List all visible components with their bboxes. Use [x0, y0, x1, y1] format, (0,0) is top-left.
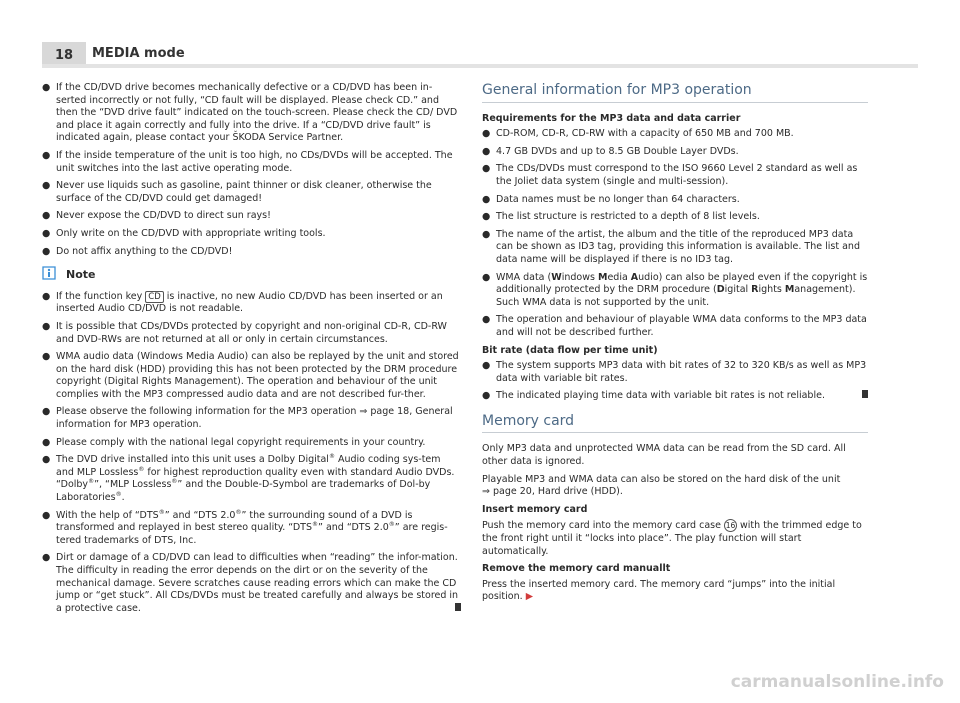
list-item-dts: ● With the help of “DTS®” and “DTS 2.0®” the surrounding sound of a DVD is transformed and replayed in best stereo quality. “DTS®” and “DTS 2.0®” are regis-tered trademarks of DTS, Inc. [42, 508, 448, 546]
list-item-dolby: ● The DVD drive installed into this unit uses a Dolby Digital® Audio coding sys-tem and MLP Lossless® for highest reproduction quality even with standard Audio DVDs. “Dolby®”, “MLP Lossless®” and the Double-D-Symbol are trademarks of Dol-by Laboratories®. [42, 453, 455, 504]
paragraph: Press the inserted memory card. The memory card “jumps” into the initial position. ▶ [482, 578, 836, 603]
page-number: 18 [42, 42, 86, 68]
list-item-text: Please observe the following information for the MP3 operation ⇒ page 18, General information for MP3 operation. [56, 406, 453, 431]
callout-number: 16 [725, 521, 736, 531]
subheading: Remove the memory card manuallt [482, 563, 671, 575]
list-item: ● 4.7 GB DVDs and up to 8.5 GB Double Layer DVDs. [482, 145, 739, 157]
note-title: Note [66, 268, 96, 282]
list-item: ● Only write on the CD/DVD with appropriate writing tools. [42, 227, 326, 239]
subheading: Requirements for the MP3 data and data carrier [482, 112, 741, 124]
note-heading [42, 266, 461, 285]
list-item: ● If the CD/DVD drive becomes mechanically defective or a CD/DVD has been in-serted incorrectly or not fully, “CD fault will be displayed. Please check CD.” and then the “DVD drive fault” indicated on the touch-screen. Please check the CD/ DVD and place it again correctly and fully into the drive. If a “CD/DVD drive fault” is indicated again, please contact your ŠKODA Service Partner. [42, 82, 458, 144]
list-item: ● It is possible that CDs/DVDs protected by copyright and non-original CD-R, CD-RW and DVD-RWs are not returned at all or only in certain circumstances. [42, 320, 447, 345]
paragraph: Playable MP3 and WMA data can also be stored on the hard disk of the unit ⇒ page 20, Hard drive (HDD). [482, 473, 841, 498]
list-item-text: Only write on the CD/DVD with appropriate writing tools. [56, 227, 326, 239]
list-item: ● Never expose the CD/DVD to direct sun rays! [42, 210, 271, 222]
list-item-text: WMA audio data (Windows Media Audio) can also be replayed by the unit and stored on the hard disk (HDD) providing this has not been protected by the DRM procedure copyright (Digital Rights Management). The operation and behaviour of the unit complies with the MP3 compressed audio data and are not described fur-ther. [56, 351, 459, 400]
subheading: Insert memory card [482, 503, 588, 515]
list-item-wma: ● WMA data (Windows Media Audio) can also be played even if the copyright is additionally protected by the DRM procedure (Digital Rights Management). Such WMA data is not supported by the unit. [482, 271, 868, 308]
info-icon [42, 266, 56, 285]
list-item-text: Never use liquids such as gasoline, paint thinner or disk cleaner, otherwise the surface of the CD/DVD could get damaged! [56, 180, 432, 204]
right-column [482, 82, 868, 609]
list-item-text: Please comply with the national legal copyright requirements in your country. [56, 436, 426, 448]
header-rule [42, 64, 918, 68]
paragraph: Only MP3 data and unprotected WMA data can be read from the SD card. All other data is ignored. [482, 443, 846, 468]
left-column [42, 82, 461, 620]
list-item: ● Please comply with the national legal copyright requirements in your country. [42, 436, 426, 448]
list-item: ● If the function key CD is inactive, no new Audio CD/DVD has been inserted or an inserted Audio CD/DVD is not readable. [42, 290, 443, 315]
continue-arrow-icon: ▶ [525, 591, 533, 603]
section-end-marker [862, 390, 868, 398]
section-title-mp3: General information for MP3 operation [482, 84, 868, 103]
list-item: ● The indicated playing time data with variable bit rates is not reliable. [482, 390, 868, 403]
list-item: ● The list structure is restricted to a depth of 8 list levels. [482, 211, 760, 223]
list-item: ● WMA audio data (Windows Media Audio) can also be replayed by the unit and stored on the hard disk (HDD) providing this has not been protected by the DRM procedure copyright (Digital Rights Management). The operation and behaviour of the unit complies with the MP3 compressed audio data and are not described fur-ther. [42, 351, 459, 400]
subheading: Bit rate (data flow per time unit) [482, 344, 658, 356]
page-header [0, 0, 960, 68]
list-item: ● Do not affix anything to the CD/DVD! [42, 245, 233, 257]
list-item-text: It is possible that CDs/DVDs protected by copyright and non-original CD-R, CD-RW and DVD-RWs are not returned at all or only in certain circumstances. [56, 320, 447, 345]
list-item: ● Please observe the following information for the MP3 operation ⇒ page 18, General information for MP3 operation. [42, 406, 453, 431]
list-item: ● CD-ROM, CD-R, CD-RW with a capacity of 650 MB and 700 MB. [482, 128, 794, 140]
watermark: carmanualsonline.info [730, 672, 944, 692]
list-item-text: If the inside temperature of the unit is too high, no CDs/DVDs will be accepted. The unit switches into the last active operating mode. [56, 149, 453, 174]
list-item: ● Never use liquids such as gasoline, paint thinner or disk cleaner, otherwise the surface of the CD/DVD could get damaged! [42, 180, 432, 204]
list-item-text: Do not affix anything to the CD/DVD! [56, 245, 233, 257]
section-label: MEDIA mode [92, 46, 185, 61]
list-item: ● The operation and behaviour of playable WMA data conforms to the MP3 data and will not be described further. [482, 314, 867, 338]
list-item-text: Dirt or damage of a CD/DVD can lead to difficulties when “reading” the infor-mation. The difficulty in reading the error depends on the dirt or on the severity of the mechanical damage. Severe scratches cause reading errors which can make the CD jump or “get stuck”. All CDs/DVDs must be treated carefully and always be stored in a protective case. [56, 552, 459, 614]
cd-key-label: CD [145, 291, 163, 303]
paragraph: Push the memory card into the memory card case 16 with the trimmed edge to the front right until it “locks into place”. The play function will start automatically. [482, 520, 862, 557]
list-item: ● If the inside temperature of the unit is too high, no CDs/DVDs will be accepted. The unit switches into the last active operating mode. [42, 149, 453, 174]
list-item: ● The CDs/DVDs must correspond to the ISO 9660 Level 2 standard as well as the Joliet data system (single and multi-session). [482, 163, 858, 187]
list-item: ● Dirt or damage of a CD/DVD can lead to difficulties when “reading” the infor-mation. The difficulty in reading the error depends on the dirt or on the severity of the mechanical damage. Severe scratches cause reading errors which can make the CD jump or “get stuck”. All CDs/DVDs must be treated carefully and always be stored in a protective case. [42, 552, 461, 615]
list-item-text: If the CD/DVD drive becomes mechanically defective or a CD/DVD has been in-serted incorrectly or not fully, “CD fault will be displayed. Please check CD.” and then the “DVD drive fault” indicated on the touch-screen. Please check the CD/ DVD and place it again correctly and fully into the drive. If a “CD/DVD drive fault” is indicated again, please contact your ŠKODA Service Partner. [56, 82, 458, 144]
list-item: ● Data names must be no longer than 64 characters. [482, 193, 740, 205]
list-item-text: Never expose the CD/DVD to direct sun rays! [56, 210, 271, 222]
list-item: ● The name of the artist, the album and the title of the reproduced MP3 data can be shown as ID3 tag, providing this information is available. The list and data name will be displayed if there is no ID3 tag. [482, 228, 860, 265]
section-end-marker [455, 603, 461, 611]
list-item: ● The system supports MP3 data with bit rates of 32 to 320 KB/s as well as MP3 data with variable bit rates. [482, 360, 867, 384]
page-reference-link[interactable]: ⇒ page 20, Hard drive (HDD). [482, 486, 623, 498]
section-title-memory-card: Memory card [482, 415, 868, 434]
